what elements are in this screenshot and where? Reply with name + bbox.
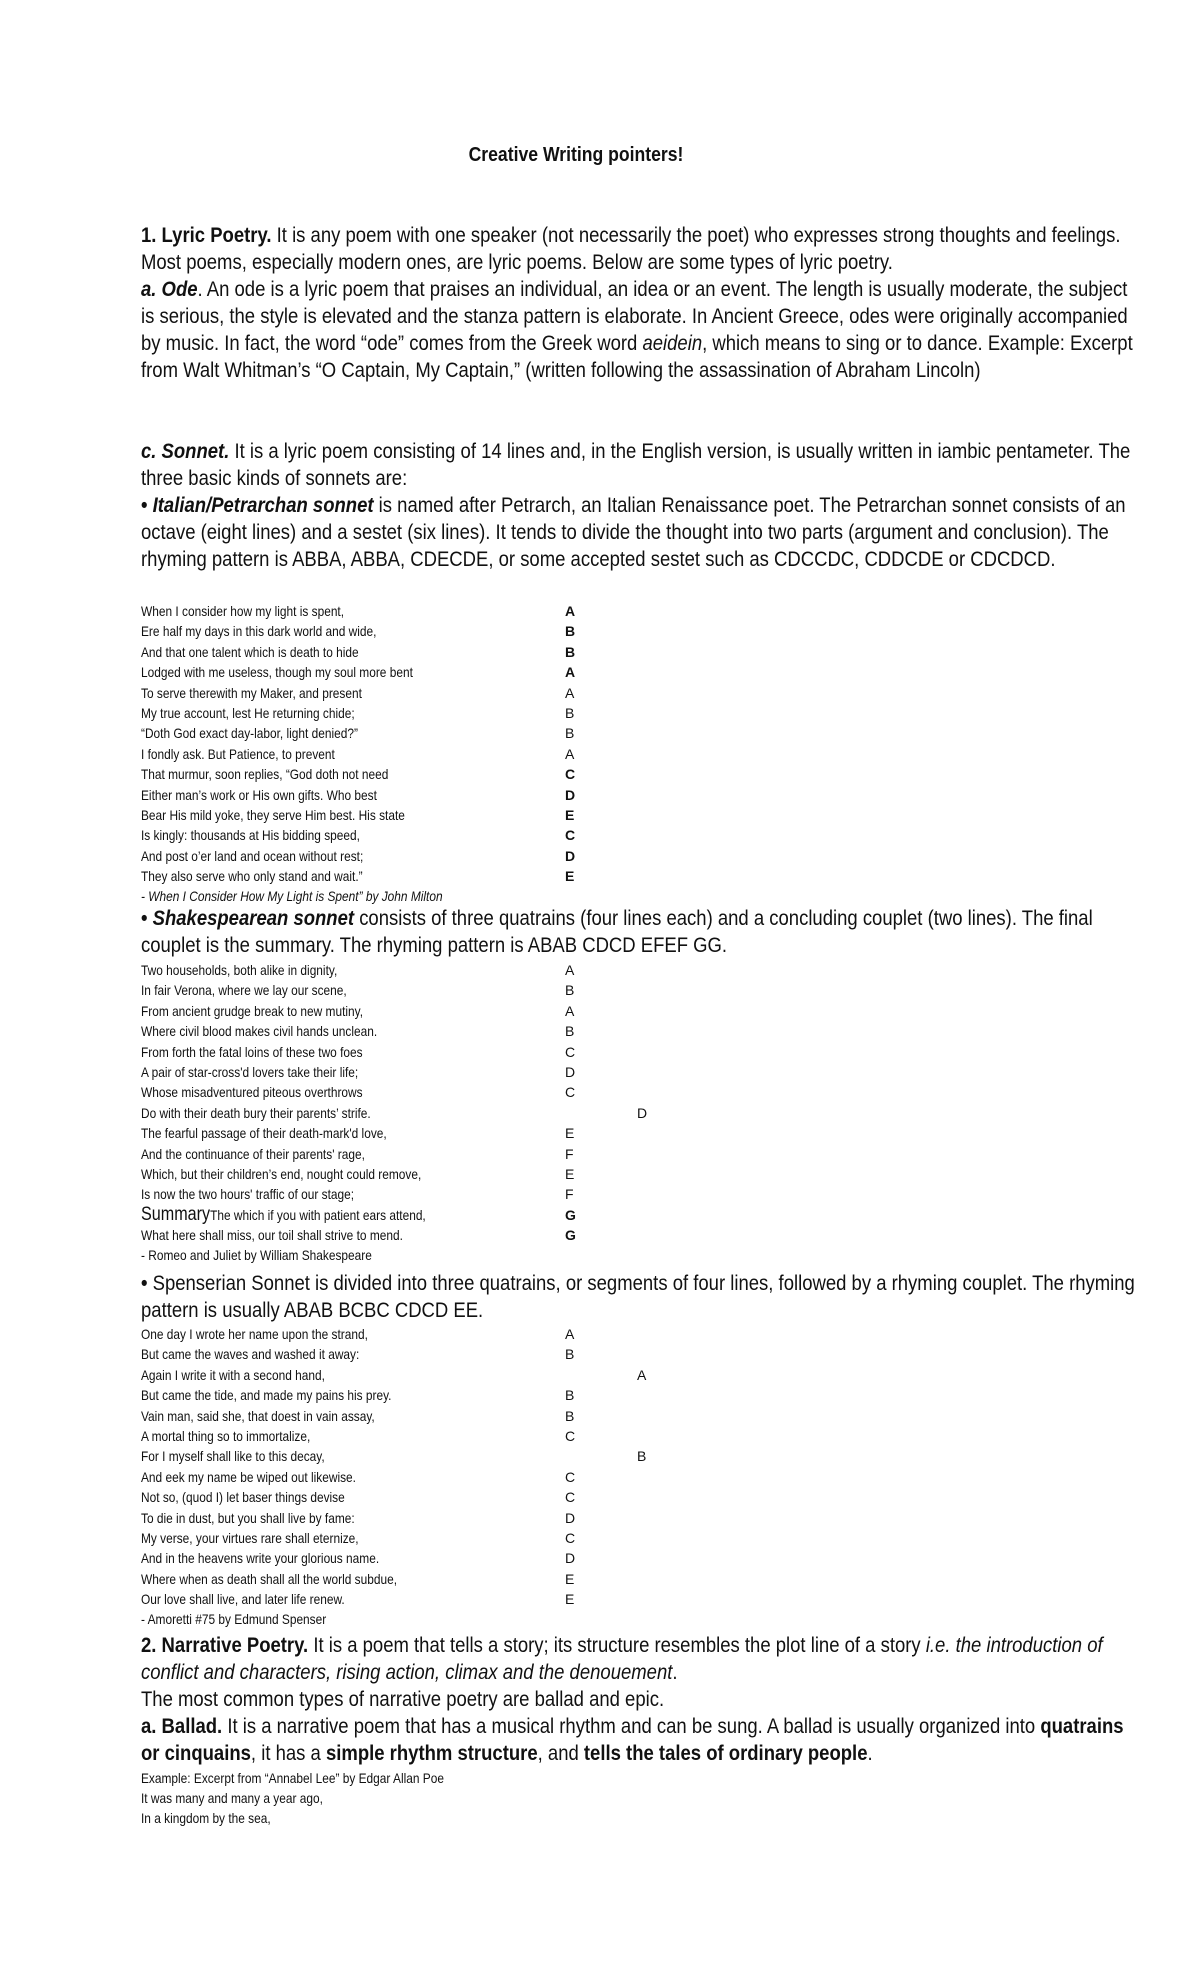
poem-line-text: Where when as death shall all the world subdue,	[141, 1570, 398, 1587]
rhyme-letter: C	[565, 1529, 576, 1546]
ballad-heading: a. Ballad.	[141, 1714, 223, 1738]
summary-label: Summary	[141, 1203, 211, 1225]
poem-line	[141, 1487, 1141, 1507]
spenser-sonnet-text: Spenserian Sonnet is divided into three quatrains, or segments of four lines, followed by a rhyming couplet. The rhyming pattern is usually ABAB BCBC CDCD EE.	[141, 1271, 1135, 1322]
poem-line	[141, 662, 1141, 682]
poem-line	[141, 1123, 1141, 1143]
poem-line-text: But came the tide, and made my pains his prey.	[141, 1387, 392, 1404]
poem-line	[141, 1446, 1141, 1466]
poem-line	[141, 825, 1141, 845]
bullet-icon: •	[141, 906, 148, 930]
milton-poem	[141, 601, 1141, 906]
rhyme-letter: A	[565, 1002, 575, 1019]
poem-line-text: Lodged with me useless, though my soul more bent	[141, 664, 413, 681]
poem-line: It was many and many a year ago,	[141, 1790, 323, 1806]
poem-line	[141, 866, 1141, 886]
rhyme-letter: A	[565, 664, 576, 681]
poem-line	[141, 642, 1141, 662]
poem-line	[141, 1508, 1141, 1528]
ode-text-2: , which means to sing or to dance. Example: Excerpt from Walt Whitman’s “O Captain, My Captain,” (written following the assassination of Abraham Lincoln)	[141, 331, 1133, 382]
poem-line-text: In fair Verona, where we lay our scene,	[141, 982, 347, 999]
poem-line	[141, 744, 1141, 764]
spenser-poem	[141, 1324, 1141, 1629]
poem-line-text: For I myself shall like to this decay,	[141, 1448, 325, 1465]
poem-line-text: And eek my name be wiped out likewise.	[141, 1468, 356, 1485]
rhyme-letter: F	[565, 1186, 574, 1203]
ballad-bold-2: simple rhythm structure	[325, 1741, 538, 1765]
rhyme-letter: B	[565, 982, 575, 999]
poem-line-text: Which, but their children’s end, nought could remove,	[141, 1165, 422, 1182]
poem-line	[141, 1021, 1141, 1041]
poem-line-text: A pair of star-cross'd lovers take their life;	[141, 1063, 359, 1080]
poem-line	[141, 1042, 1141, 1062]
poem-line	[141, 1184, 1141, 1204]
rhyme-letter: B	[565, 704, 575, 721]
poem-line-text: “Doth God exact day-labor, light denied?”	[141, 725, 358, 742]
poem-line	[141, 1164, 1141, 1184]
italian-sonnet-name: Italian/Petrarchan sonnet	[152, 493, 374, 517]
poem-line-text: Not so, (quod I) let baser things devise	[141, 1489, 345, 1506]
poem-line-text: And post o’er land and ocean without rest;	[141, 847, 364, 864]
rhyme-letter: G	[565, 1206, 576, 1223]
lyric-paragraph	[141, 222, 1142, 276]
poem-line-text: Again I write it with a second hand,	[141, 1366, 325, 1383]
poem-line	[141, 846, 1141, 866]
sonnet-paragraph	[141, 438, 1142, 492]
rhyme-letter: B	[565, 1387, 575, 1404]
poem-line	[141, 1225, 1141, 1245]
narrative-common-types: The most common types of narrative poetry are ballad and epic.	[141, 1687, 665, 1711]
poem-line	[141, 1548, 1141, 1568]
rhyme-letter: A	[565, 684, 575, 701]
poem-line-text: My true account, lest He returning chide;	[141, 704, 355, 721]
poem-line-text: And that one talent which is death to hide	[141, 643, 359, 660]
poem-line	[141, 601, 1141, 621]
shakespeare-sonnet-name: Shakespearean sonnet	[152, 906, 355, 930]
spenser-sonnet-paragraph	[141, 1270, 1142, 1324]
rhyme-letter: A	[565, 962, 575, 978]
rhyme-letter: A	[565, 745, 575, 762]
milton-citation: - When I Consider How My Light is Spent” by John Milton	[141, 888, 443, 905]
rhyme-letter: B	[565, 623, 576, 640]
ode-greek-word: aeidein	[642, 331, 703, 355]
poem-line-text: One day I wrote her name upon the strand,	[141, 1326, 368, 1342]
page-title: Creative Writing pointers!	[468, 144, 684, 166]
rhyme-letter: C	[565, 1489, 576, 1506]
poem-line	[141, 1103, 1141, 1123]
poem-line	[141, 1344, 1141, 1364]
poem-line	[141, 1365, 1141, 1385]
narrative-paragraph: 2. Narrative Poetry. It is a poem that tells a story; its structure resembles the plot line of a story i.e. the introduction of conflict and characters, rising action, climax and the denouement. The most common types of narrative poetry are ballad and epic.	[141, 1633, 1103, 1711]
rhyme-letter: E	[565, 1570, 575, 1587]
poem-line-text: Do with their death bury their parents’ strife.	[141, 1104, 371, 1121]
poem-line	[141, 1406, 1141, 1426]
bullet-icon: •	[141, 1271, 148, 1295]
poem-line	[141, 1205, 1141, 1225]
poem-line	[141, 723, 1141, 743]
poem-line-text: From forth the fatal loins of these two foes	[141, 1043, 363, 1060]
rhyme-letter: D	[565, 1550, 576, 1567]
poem-line-text: Vain man, said she, that doest in vain assay,	[141, 1407, 375, 1424]
poem-line-text: Whose misadventured piteous overthrows	[141, 1084, 363, 1101]
poem-line-text: And in the heavens write your glorious name.	[141, 1550, 380, 1567]
poem-line	[141, 1589, 1141, 1609]
poem-line	[141, 1324, 1141, 1344]
poem-line	[141, 805, 1141, 825]
poem-line	[141, 1426, 1141, 1446]
rhyme-letter: A	[637, 1366, 647, 1383]
poem-line-text: The fearful passage of their death-mark'd love,	[141, 1125, 387, 1142]
ballad-example-label: Example: Excerpt from “Annabel Lee” by Edgar Allan Poe	[141, 1770, 444, 1786]
ode-heading: a. Ode	[141, 277, 198, 301]
poem-line-text: To die in dust, but you shall live by fame:	[141, 1509, 355, 1526]
poem-line-text: Is now the two hours' traffic of our stage;	[141, 1186, 355, 1203]
bullet-icon: •	[141, 493, 148, 517]
poem-line-text: Is kingly: thousands at His bidding speed,	[141, 827, 360, 844]
poem-line	[141, 703, 1141, 723]
rhyme-letter: C	[565, 1084, 576, 1101]
rhyme-letter: B	[565, 643, 576, 660]
poem-line	[141, 1467, 1141, 1487]
poem-line	[141, 1144, 1141, 1164]
rhyme-letter: B	[565, 1346, 575, 1363]
poem-line-text: Bear His mild yoke, they serve Him best. His state	[141, 806, 405, 823]
poem-line	[141, 1569, 1141, 1589]
rhyme-letter: B	[565, 1407, 575, 1424]
rhyme-letter: B	[637, 1448, 647, 1465]
poem-line	[141, 1082, 1141, 1102]
narrative-heading: 2. Narrative Poetry.	[141, 1633, 309, 1657]
rhyme-letter: E	[565, 806, 575, 823]
ode-paragraph	[141, 276, 1142, 384]
rhyme-letter: D	[565, 786, 576, 803]
poem-line-text: And the continuance of their parents' rage,	[141, 1145, 365, 1162]
rhyme-letter: A	[565, 603, 576, 619]
poem-line-text: I fondly ask. But Patience, to prevent	[141, 745, 335, 762]
poem-line-text: Two households, both alike in dignity,	[141, 962, 338, 978]
rhyme-letter: C	[565, 766, 576, 783]
poem-line-text: To serve therewith my Maker, and present	[141, 684, 362, 701]
poem-line	[141, 980, 1141, 1000]
lyric-heading: 1. Lyric Poetry.	[141, 223, 272, 247]
rhyme-letter: F	[565, 1145, 574, 1162]
italian-sonnet-text: is named after Petrarch, an Italian Renaissance poet. The Petrarchan sonnet consists of an octave (eight lines) and a sestet (six lines). It tends to divide the thought into two parts (argument and conclusion). The rhyming pattern is ABBA, ABBA, CDECDE, or some accepted sestet such as CDCCDC, CDDCDE or CDCDCD.	[141, 493, 1126, 571]
shakespeare-sonnet-paragraph	[141, 905, 1142, 959]
poem-line	[141, 960, 1141, 980]
poem-line-text: Our love shall live, and later life renew.	[141, 1591, 345, 1608]
poem-line	[141, 1062, 1141, 1082]
shakespeare-citation: - Romeo and Juliet by William Shakespeare	[141, 1247, 372, 1264]
poem-line-text: My verse, your virtues rare shall eternize,	[141, 1529, 359, 1546]
rhyme-letter: G	[565, 1227, 576, 1244]
ode-text-1: . An ode is a lyric poem that praises an individual, an idea or an event. The length is usually moderate, the subject is serious, the style is elevated and the stanza pattern is elaborate. In Ancient Greece, odes were originally accompanied by music. In fact, the word “ode” comes from the Greek word	[141, 277, 1128, 355]
rhyme-letter: D	[565, 847, 576, 864]
poem-line-text: A mortal thing so to immortalize,	[141, 1427, 311, 1444]
ballad-bold-3: tells the tales of ordinary people	[583, 1741, 868, 1765]
rhyme-letter: E	[565, 1591, 575, 1608]
sonnet-text: It is a lyric poem consisting of 14 lines and, in the English version, is usually written in iambic pentameter. The three basic kinds of sonnets are:	[141, 439, 1131, 490]
rhyme-letter: A	[565, 1326, 575, 1342]
poem-line-text: Ere half my days in this dark world and wide,	[141, 623, 377, 640]
rhyme-letter: E	[565, 1125, 575, 1142]
rhyme-letter: D	[637, 1104, 648, 1121]
poem-line-text: What here shall miss, our toil shall strive to mend.	[141, 1227, 403, 1244]
poem-line	[141, 764, 1141, 784]
lyric-text: It is any poem with one speaker (not necessarily the poet) who expresses strong thoughts and feelings. Most poems, especially modern ones, are lyric poems. Below are some types of lyric poetry.	[141, 223, 1121, 274]
poem-line-text: But came the waves and washed it away:	[141, 1346, 360, 1363]
rhyme-letter: C	[565, 1468, 576, 1485]
italian-sonnet-paragraph	[141, 492, 1142, 573]
ballad-paragraph: a. Ballad. It is a narrative poem that has a musical rhythm and can be sung. A ballad is usually organized into quatrains or cinquains, it has a simple rhythm structure, and tells the tales of ordinary people.	[141, 1714, 1124, 1765]
rhyme-letter: C	[565, 1043, 576, 1060]
sonnet-heading: c. Sonnet.	[141, 439, 230, 463]
poem-line	[141, 1528, 1141, 1548]
narrative-plot-line: i.e. the introduction of conflict and characters, rising action, climax and the denouement	[141, 1633, 1103, 1684]
shakespeare-sonnet-text: consists of three quatrains (four lines each) and a concluding couplet (two lines). The final couplet is the summary. The rhyming pattern is ABAB CDCD EFEF GG.	[141, 906, 1093, 957]
poem-line	[141, 1001, 1141, 1021]
rhyme-letter: D	[565, 1509, 576, 1526]
rhyme-letter: C	[565, 1427, 576, 1444]
poem-line-text: Where civil blood makes civil hands unclean.	[141, 1023, 378, 1040]
narrative-text: It is a poem that tells a story; its structure resembles the plot line of a story	[308, 1633, 926, 1657]
poem-line: In a kingdom by the sea,	[141, 1810, 271, 1826]
rhyme-letter: E	[565, 868, 575, 885]
poem-line-text: They also serve who only stand and wait.”	[141, 868, 363, 885]
poem-line-text: Either man’s work or His own gifts. Who best	[141, 786, 377, 803]
rhyme-letter: C	[565, 827, 576, 844]
poem-line	[141, 621, 1141, 641]
poem-line-text: When I consider how my light is spent,	[141, 603, 345, 619]
rhyme-letter: D	[565, 1063, 576, 1080]
ballad-bold-1: quatrains or cinquains	[141, 1714, 1124, 1765]
rhyme-letter: E	[565, 1165, 575, 1182]
ballad-example	[141, 1768, 1141, 1828]
poem-line-text: SummaryThe which if you with patient ears attend,	[141, 1203, 426, 1225]
poem-line-text: From ancient grudge break to new mutiny,	[141, 1002, 364, 1019]
poem-line	[141, 785, 1141, 805]
poem-line-text: That murmur, soon replies, “God doth not need	[141, 766, 389, 783]
rhyme-letter: B	[565, 1023, 575, 1040]
shakespeare-poem	[141, 960, 1141, 1265]
poem-line	[141, 1385, 1141, 1405]
rhyme-letter: B	[565, 725, 575, 742]
spenser-citation: - Amoretti #75 by Edmund Spenser	[141, 1611, 327, 1628]
poem-line	[141, 683, 1141, 703]
